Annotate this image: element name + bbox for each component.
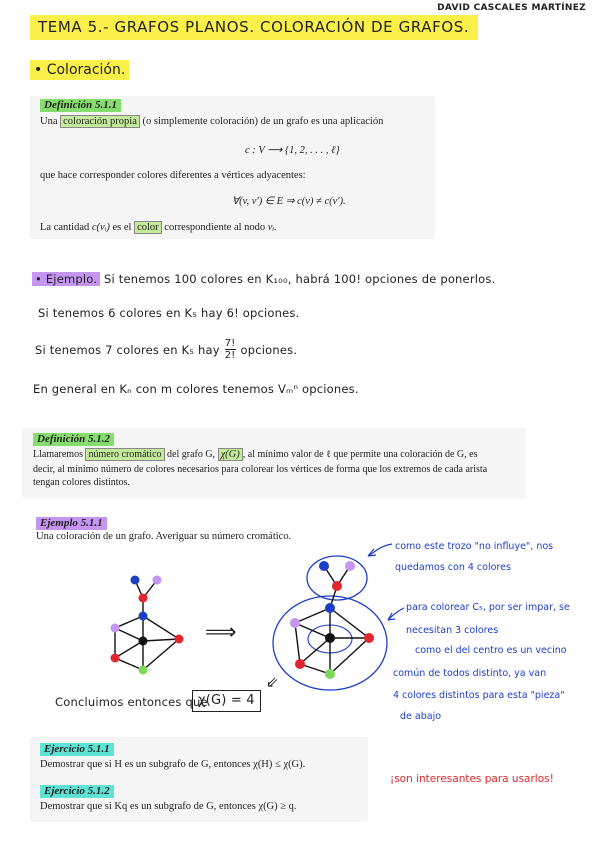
exercise-5-1-2-text: Demostrar que si Kq es un subgrafo de G, entonces χ(G) ≥ q. [40,801,297,812]
left-node-blue [139,612,148,621]
example-5-1-1-text: Una coloración de un grafo. Averiguar su número cromático. [36,531,292,542]
left-node-top-triangle [153,576,162,585]
arrow-to-c5 [388,608,404,620]
left-graph [95,566,200,681]
definition-5-1-1-line2: que hace corresponder colores diferentes a vértices adyacentes: [40,170,306,181]
example-5-1-1-badge: Ejemplo 5.1.1 [36,517,107,530]
definition-5-1-2-badge: Definición 5.1.2 [33,433,114,446]
note-1a: como este trozo "no influye", nos [395,541,554,552]
left-node-purple [111,624,120,633]
term-numero-cromatico: número cromático [85,448,164,461]
example-line-2: Si tenemos 6 colores en K₅ hay 6! opciones. [38,306,300,320]
definition-5-1-1-line1: Una coloración propia (o simplemente coloración) de un grafo es una aplicación [40,116,384,127]
implies-arrow: ⟹ [205,620,237,645]
arrow-to-top-piece [368,544,392,556]
right-node-green [325,669,335,679]
right-node-purple [290,618,300,628]
definition-5-1-1-line3: La cantidad c(vᵢ) es el color correspondiente al nodo vᵢ. [40,222,277,233]
left-node-center [139,637,148,646]
term-color: color [134,221,162,234]
right-node-center [325,633,335,643]
fraction: 7! 2! [224,338,236,361]
right-node-blue [325,603,335,613]
left-node-red-left [111,654,120,663]
term-chi: χ(G) [218,448,243,461]
left-graph-edges [115,580,179,670]
example-line-4: En general en Kₙ con m colores tenemos Vₘⁿ opciones. [33,382,359,396]
right-node-red-left [295,659,305,669]
example-badge: • Ejemplo. [32,272,100,286]
left-node-red-right [175,635,184,644]
left-node-green [139,666,148,675]
section-heading: • Coloración. [30,60,129,80]
note-2c: como el del centro es un vecino [415,645,567,656]
definition-5-1-1-badge: Definición 5.1.1 [40,99,121,112]
example-line-3: Si tenemos 7 colores en K₅ hay 7! 2! opciones. [35,338,298,361]
example-line-1: • Ejemplo. Si tenemos 100 colores en K₁₀₀, habrá 100! opciones de ponerlos. [32,272,495,286]
conclusion-text: Concluimos entonces que [55,695,208,709]
definition-5-1-2-line3: tengan colores distintos. [33,477,130,488]
left-node-red-upper [139,594,148,603]
definition-5-1-2-line1: Llamaremos número cromático del grafo G, χ(G) , al mínimo valor de ℓ que permite una coloración de G, es [33,449,478,460]
exercise-5-1-2-badge: Ejercicio 5.1.2 [40,785,114,798]
red-note: ¡son interesantes para usarlos! [390,773,554,785]
definition-5-1-1-formula1: c : V ⟶ {1, 2, . . . , ℓ} [245,145,340,156]
left-node-top-minus [131,576,140,585]
note-2b: necesitan 3 colores [406,625,499,636]
definition-5-1-1-formula2: ∀(v, v′) ∈ E ⇒ c(v) ≠ c(v′). [232,196,346,207]
definition-5-1-2-line2: decir, al mínimo número de colores necesarios para colorear los vértices de forma que los extremos de cada arista [33,464,488,475]
exercise-5-1-1-badge: Ejercicio 5.1.1 [40,743,114,756]
author-name: DAVID CASCALES MARTÍNEZ [437,3,586,13]
right-node-top-minus [319,561,329,571]
note-1b: quedamos con 4 colores [395,562,511,573]
note-2f: de abajo [400,711,442,722]
note-2a: para colorear C₅, por ser impar, se [406,602,570,613]
conclusion-arrow: ⇙ [266,673,279,691]
note-2d: común de todos distinto, ya van [393,668,547,679]
arrow-to-top-piece-head [368,549,376,556]
conclusion-box: χ(G) = 4 [192,690,261,712]
exercise-5-1-1-text: Demostrar que si H es un subgrafo de G, entonces χ(H) ≤ χ(G). [40,759,306,770]
page-title [30,15,478,40]
page-title-text: TEMA 5.- GRAFOS PLANOS. COLORACIÓN DE GRAFOS. [38,18,470,36]
note-2e: 4 colores distintos para esta "pieza" [393,690,565,701]
term-coloracion-propia: coloración propia [60,115,140,128]
right-node-red-right [364,633,374,643]
